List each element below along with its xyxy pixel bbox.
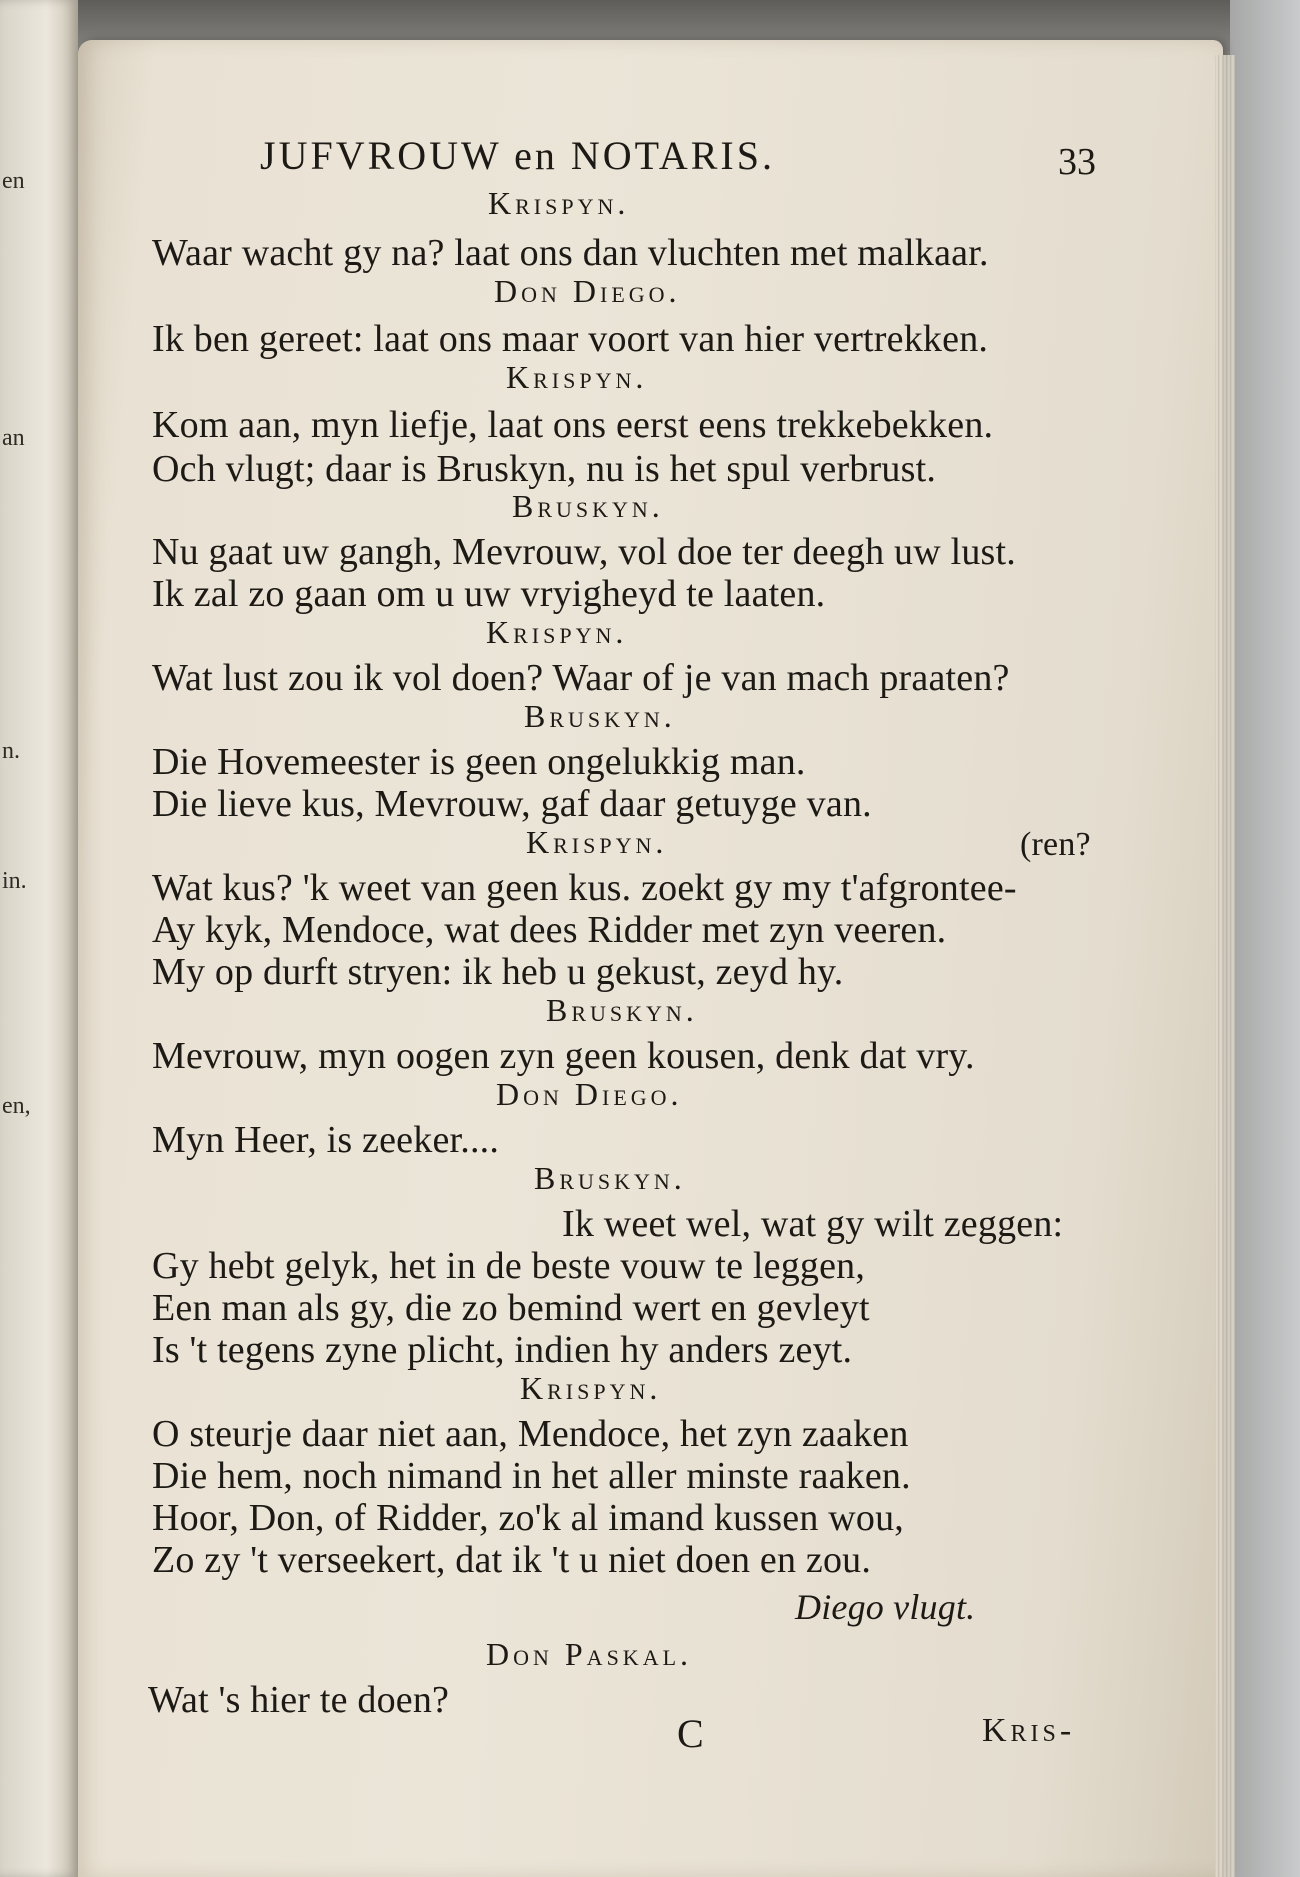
signature-mark: C bbox=[677, 1711, 704, 1756]
verse-line: Een man als gy, die zo bemind wert en gevleyt bbox=[152, 1287, 870, 1329]
verse-line: Hoor, Don, of Ridder, zo'k al imand kussen wou, bbox=[152, 1497, 904, 1539]
catchword: Kris- bbox=[982, 1712, 1076, 1749]
verse-line: Is 't tegens zyne plicht, indien hy anders zeyt. bbox=[152, 1329, 853, 1371]
left-page-fragment: in. bbox=[2, 868, 27, 894]
speaker-name: Krispyn. bbox=[488, 185, 630, 221]
verse-line: Myn Heer, is zeeker.... bbox=[152, 1119, 500, 1161]
verse-line: Wat kus? 'k weet van geen kus. zoekt gy my t'afgrontee- bbox=[152, 867, 1017, 909]
verse-line: Waar wacht gy na? laat ons dan vluchten met malkaar. bbox=[152, 232, 989, 274]
verse-line: O steurje daar niet aan, Mendoce, het zyn zaaken bbox=[152, 1413, 909, 1455]
verse-line: Ik ben gereet: laat ons maar voort van hier vertrekken. bbox=[152, 318, 989, 360]
verse-line: Kom aan, myn liefje, laat ons eerst eens trekkebekken. bbox=[152, 404, 994, 446]
verse-line: Mevrouw, myn oogen zyn geen kousen, denk dat vry. bbox=[152, 1035, 975, 1077]
left-page-fragment: en bbox=[2, 168, 25, 194]
speaker-name: Krispyn. bbox=[526, 824, 668, 860]
speaker-name: Bruskyn. bbox=[546, 992, 698, 1028]
speaker-name: Don Paskal. bbox=[486, 1636, 693, 1672]
verse-line: Wat 's hier te doen? bbox=[148, 1679, 450, 1721]
speaker-name: Krispyn. bbox=[520, 1370, 662, 1406]
verse-line: My op durft stryen: ik heb u gekust, zeyd hy. bbox=[152, 951, 844, 993]
verse-line: Wat lust zou ik vol doen? Waar of je van mach praaten? bbox=[152, 657, 1010, 699]
stage-direction: Diego vlugt. bbox=[795, 1587, 976, 1627]
speaker-name: Don Diego. bbox=[496, 1076, 683, 1112]
verse-line: Nu gaat uw gangh, Mevrouw, vol doe ter deegh uw lust. bbox=[152, 531, 1017, 573]
speaker-name: Krispyn. bbox=[486, 614, 628, 650]
left-page-fragment: an bbox=[2, 425, 25, 451]
verse-line: Die Hovemeester is geen ongelukkig man. bbox=[152, 741, 806, 783]
speaker-name: Krispyn. bbox=[506, 359, 648, 395]
verse-line: Ik weet wel, wat gy wilt zeggen: bbox=[562, 1203, 1064, 1245]
verse-line: Gy hebt gelyk, het in de beste vouw te leggen, bbox=[152, 1245, 866, 1287]
speaker-name: Bruskyn. bbox=[524, 698, 676, 734]
speaker-name: Bruskyn. bbox=[512, 488, 664, 524]
verse-line: Zo zy 't verseekert, dat ik 't u niet doen en zou. bbox=[152, 1539, 872, 1581]
running-head: JUFVROUW en NOTARIS. bbox=[260, 133, 775, 178]
speaker-name: Bruskyn. bbox=[534, 1160, 686, 1196]
verse-line: Ik zal zo gaan om u uw vryigheyd te laaten. bbox=[152, 573, 826, 615]
verse-line: Die hem, noch nimand in het aller minste raaken. bbox=[152, 1455, 911, 1497]
verse-overflow-fragment: (ren? bbox=[1020, 826, 1091, 863]
speaker-name: Don Diego. bbox=[494, 273, 681, 309]
verse-line: Ay kyk, Mendoce, wat dees Ridder met zyn veeren. bbox=[152, 909, 947, 951]
verse-line: Och vlugt; daar is Bruskyn, nu is het spul verbrust. bbox=[152, 448, 937, 490]
left-page-fragment: n. bbox=[2, 738, 20, 764]
verse-line: Die lieve kus, Mevrouw, gaf daar getuyge van. bbox=[152, 783, 872, 825]
left-page-fragment: en, bbox=[2, 1093, 31, 1119]
page-number: 33 bbox=[1058, 141, 1096, 183]
